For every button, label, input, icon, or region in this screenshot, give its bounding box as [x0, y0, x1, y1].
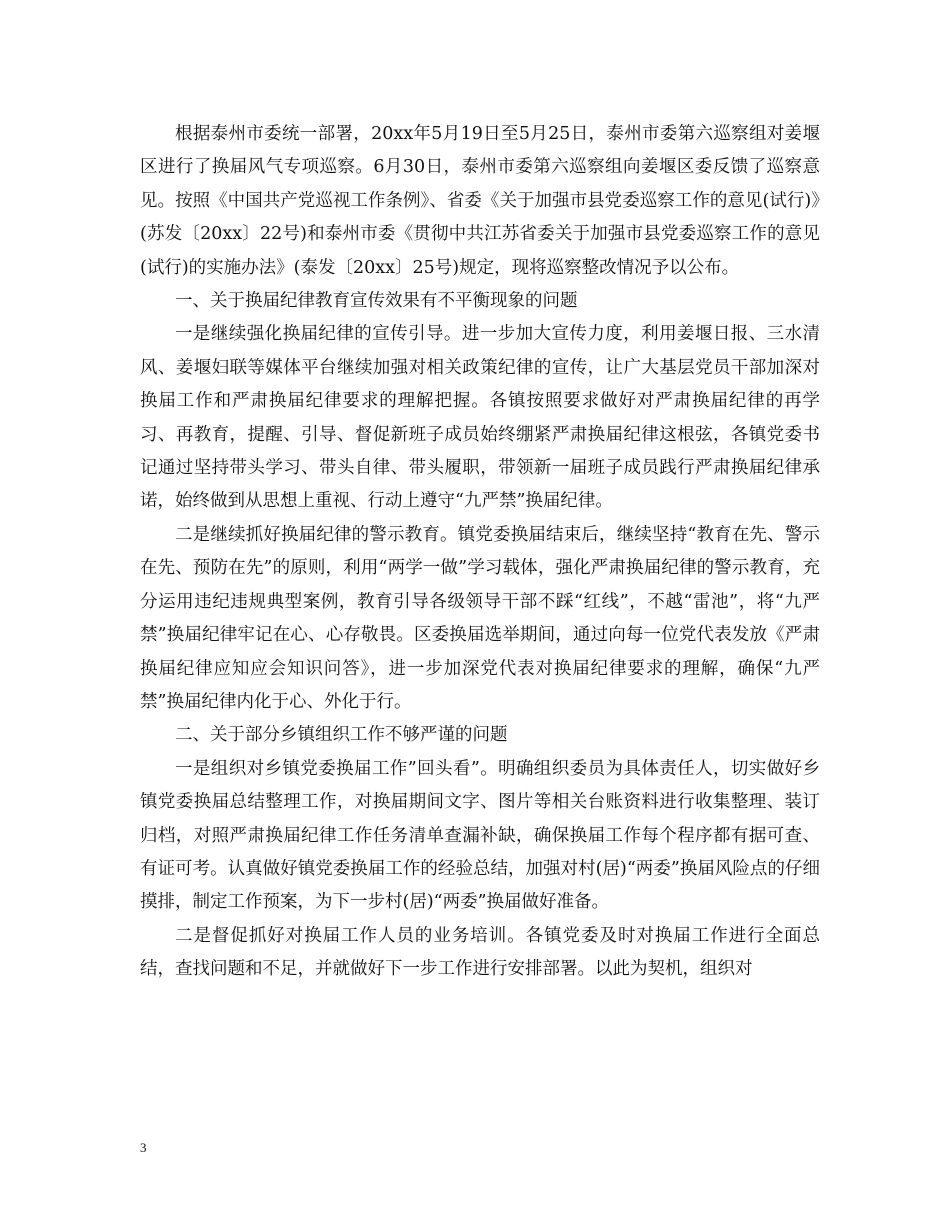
paragraph-1-2: 二是继续抓好换届纪律的警示教育。镇党委换届结束后，继续坚持“教育在先、警示在先、预防在先”的原则，利用“两学一做”学习载体，强化严肃换届纪律的警示教育，充分运用违纪违规典型案例，教育引导各级领导干部不踩“红线”，不越“雷池”，将“九严禁”换届纪律牢记在心、心存敬畏。区委换届选举期间，通过向每一位党代表发放《严肃换届纪律应知应会知识问答》，进一步加深党代表对换届纪律要求的理解，确保“九严禁”换届纪律内化于心、外化于行。	[140, 524, 820, 712]
section-heading-2: 二、关于部分乡镇组织工作不够严谨的问题	[175, 725, 508, 746]
paragraph-intro: 根据泰州市委统一部署，20xx年5月19日至5月25日，泰州市委第六巡察组对姜堰区进行了换届风气专项巡察。6月30日，泰州市委第六巡察组向姜堰区委反馈了巡察意见。按照《中国共产党巡视工作条例》、省委《关于加强市县党委巡察工作的意见(试行)》(苏发〔20xx〕22号)和泰州市委《贯彻中共江苏省委关于加强市县党委巡察工作的意见(试行)的实施办法》(泰发〔20xx〕25号)规定，现将巡察整改情况予以公布。	[140, 124, 820, 278]
document-body	[140, 118, 820, 987]
paragraph-2-1: 一是组织对乡镇党委换届工作”回头看”。明确组织委员为具体责任人，切实做好乡镇党委换届总结整理工作，对换届期间文字、图片等相关台账资料进行收集整理、装订归档，对照严肃换届纪律工作任务清单查漏补缺，确保换届工作每个程序都有据可查、有证可考。认真做好镇党委换届工作的经验总结，加强对村(居)“两委”换届风险点的仔细摸排，制定工作预案，为下一步村(居)“两委”换届做好准备。	[140, 758, 820, 913]
page-number: 3	[140, 1140, 147, 1155]
section-heading-1: 一、关于换届纪律教育宣传效果有不平衡现象的问题	[175, 291, 578, 312]
paragraph-1-1: 一是继续强化换届纪律的宣传引导。进一步加大宣传力度，利用姜堰日报、三水清风、姜堰妇联等媒体平台继续加强对相关政策纪律的宣传，让广大基层党员干部加深对换届工作和严肃换届纪律要求的理解把握。各镇按照要求做好对严肃换届纪律的再学习、再教育，提醒、引导、督促新班子成员始终绷紧严肃换届纪律这根弦，各镇党委书记通过坚持带头学习、带头自律、带头履职，带领新一届班子成员践行严肃换届纪律承诺，始终做到从思想上重视、行动上遵守“九严禁”换届纪律。	[140, 324, 820, 512]
paragraph-2-2: 二是督促抓好对换届工作人员的业务培训。各镇党委及时对换届工作进行全面总结，查找问题和不足，并就做好下一步工作进行安排部署。以此为契机，组织对	[140, 925, 820, 980]
